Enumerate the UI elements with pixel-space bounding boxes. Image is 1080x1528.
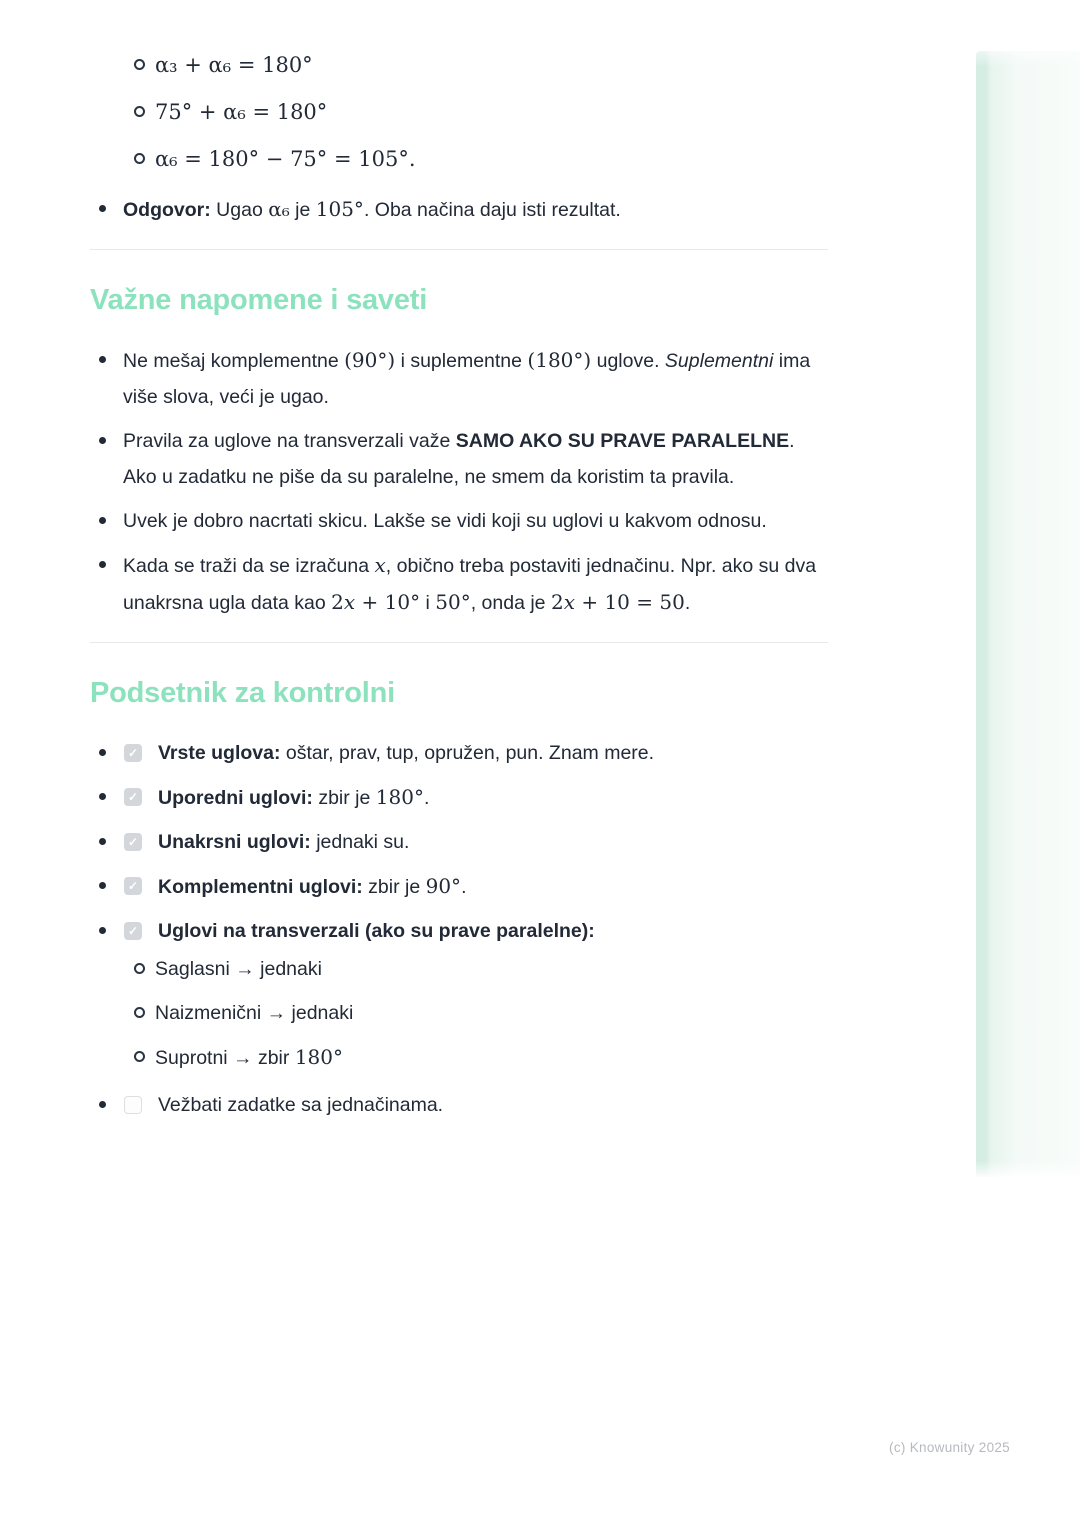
text-segment: . [684, 592, 691, 614]
math-text: α₃ + α₆ = 180° [155, 53, 313, 77]
math-text: (90°) [344, 348, 396, 372]
math-text: α₆ [268, 197, 290, 221]
sub-item [90, 998, 830, 1028]
math-text: 105° [315, 197, 364, 221]
text-segment: Ugao [210, 199, 269, 221]
math-text: 2 [331, 590, 344, 614]
copyright-footer: (c) Knowunity 2025 [889, 1440, 1010, 1455]
answer-list [90, 191, 830, 228]
checklist-item [90, 913, 830, 1073]
sub-item [90, 954, 830, 984]
math-text: x [563, 590, 575, 614]
math-steps-list [90, 50, 830, 175]
text-segment: . Ako u zadatku ne piše da su paralelne, ne smem da koristim ta pravila. [123, 430, 795, 488]
math-text: 180° [375, 785, 424, 809]
math-text: 180° [294, 1045, 343, 1069]
checkbox-icon[interactable] [124, 922, 142, 940]
math-text: 75° + α₆ = 180° [155, 100, 328, 124]
section-divider [90, 642, 828, 643]
math-text: 2 [550, 590, 564, 614]
math-text: α₆ = 180° − 75° = 105°. [155, 147, 416, 171]
checklist-text [158, 876, 466, 898]
text-segment: ima više slova, veći je ugao. [123, 350, 811, 408]
reminder-checklist [90, 735, 830, 1123]
text-segment: , onda je [470, 592, 551, 614]
text-segment: Komplementni uglovi: [158, 876, 363, 898]
text-segment: zbir je [312, 787, 376, 809]
text-segment: Unakrsni uglovi: [158, 831, 311, 853]
text-segment: . [461, 876, 467, 898]
checkbox-icon[interactable] [124, 744, 142, 762]
text-segment: Saglasni → jednaki [155, 958, 322, 980]
text-segment: zbir je [362, 876, 426, 898]
text-segment: Kada se traži da se izračuna [123, 555, 375, 577]
checkbox-icon[interactable] [124, 833, 142, 851]
text-segment: Uvek je dobro nacrtati skicu. Lakše se vidi koji su uglovi u kakvom odnosu. [123, 510, 767, 532]
section-heading-reminder: Podsetnik za kontrolni [90, 677, 395, 709]
text-segment: . Oba načina daju isti rezultat. [363, 199, 621, 221]
checklist-item [90, 868, 830, 905]
math-text: 90° [425, 874, 462, 898]
text-segment: Ne mešaj komplementne [123, 350, 345, 372]
checklist-text [158, 787, 429, 809]
text-segment: Uglovi na transverzali (ako su prave paralelne): [158, 920, 595, 942]
page-content [90, 50, 830, 1131]
text-segment: i [420, 592, 436, 614]
notes-list [90, 342, 830, 621]
note-item [90, 547, 830, 621]
text-segment: . [423, 787, 430, 809]
text-segment: i suplementne [395, 350, 528, 372]
checklist-item [90, 779, 830, 816]
note-item [90, 342, 830, 415]
transversal-sublist [90, 954, 830, 1073]
checklist-text [158, 1094, 443, 1116]
checkbox-icon[interactable] [124, 788, 142, 806]
text-segment: Pravila za uglove na transverzali važe [123, 430, 456, 452]
checklist-item [90, 1087, 830, 1123]
text-segment: Vežbati zadatke sa jednačinama. [158, 1094, 444, 1116]
text-segment: uglove. [591, 350, 665, 372]
math-text: + 10 = 50 [574, 590, 685, 614]
text-segment: Uporedni uglovi: [158, 787, 313, 809]
math-step [90, 144, 830, 175]
math-text: x [343, 590, 356, 614]
checklist-text [158, 920, 595, 942]
text-segment: Naizmenični → jednaki [155, 1002, 354, 1024]
section-heading-notes: Važne napomene i saveti [90, 284, 428, 316]
right-accent-bar [976, 51, 1080, 1177]
text-segment: , obično treba postaviti jednačinu. Npr. ako su dva unakrsna ugla data kao [123, 555, 817, 614]
note-item [90, 423, 830, 495]
answer-item [90, 191, 830, 228]
math-step [90, 97, 830, 128]
checkbox-icon[interactable] [124, 1096, 142, 1114]
text-segment: jednaki su. [310, 831, 410, 853]
section-divider [90, 249, 828, 250]
sub-item [90, 1042, 830, 1073]
note-item [90, 503, 830, 539]
math-step [90, 50, 830, 81]
text-segment: Odgovor: [123, 199, 211, 221]
text-segment: Suplementni [664, 350, 774, 372]
checklist-item [90, 824, 830, 860]
text-segment: Vrste uglova: [158, 742, 281, 764]
math-text: x [374, 553, 386, 577]
checkbox-icon[interactable] [124, 877, 142, 895]
math-text: 50° [435, 590, 471, 614]
text-segment: oštar, prav, tup, opružen, pun. Znam mere. [280, 742, 655, 764]
checklist-text [158, 831, 409, 853]
text-segment: SAMO AKO SU PRAVE PARALELNE [455, 430, 790, 452]
math-text: + 10° [355, 590, 421, 614]
checklist-text [158, 742, 654, 764]
checklist-item [90, 735, 830, 771]
text-segment: Suprotni → zbir [155, 1047, 295, 1069]
text-segment: je [289, 199, 316, 221]
math-text: (180°) [527, 348, 592, 372]
